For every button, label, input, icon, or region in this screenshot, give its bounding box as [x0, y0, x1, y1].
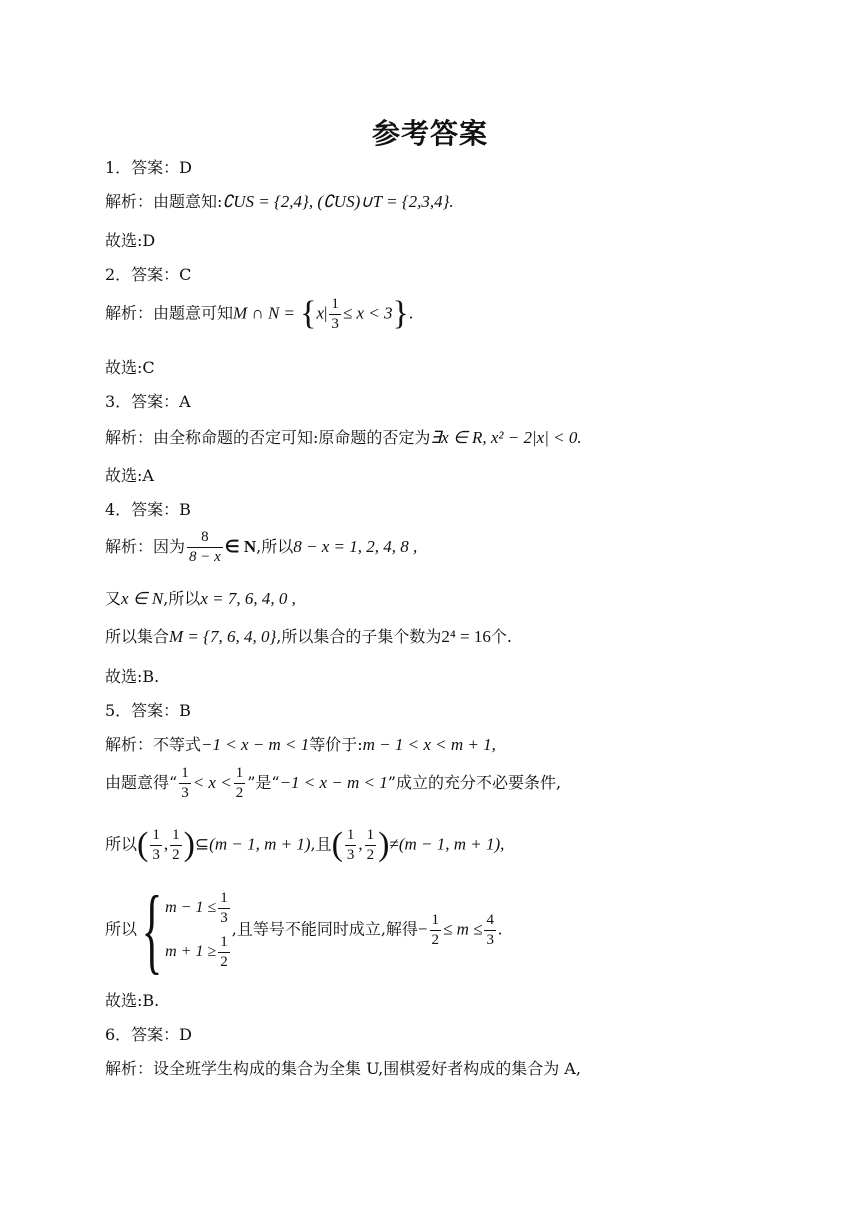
q2-fraction: $\frac{1}{3}$ — [331, 295, 339, 332]
q4-line3-text: ,所以集合的子集个数为 — [276, 627, 442, 646]
q1-analysis-text: 解析：由题意知: — [105, 192, 223, 211]
q6-answer: 6．答案：D — [105, 1025, 193, 1044]
q4-text-so: ,所以 — [256, 537, 294, 556]
q4-membership: ∈ N — [224, 537, 257, 556]
q5-analysis — [105, 734, 496, 756]
q2-expression-right: ≤ x < 3 — [342, 303, 393, 323]
q4-analysis-text: 解析：因为 — [105, 537, 186, 556]
q2-conclusion: 故选:C — [105, 358, 155, 377]
q3-analysis — [105, 427, 582, 449]
q1-answer: 1．答案：D — [105, 158, 193, 177]
q4-line3 — [105, 626, 512, 648]
q5-line3-interval-2: (m − 1, m + 1), — [398, 834, 505, 854]
q4-line2-expr2: x = 7, 6, 4, 0 , — [200, 589, 296, 608]
q5-line3-prefix: 所以 — [105, 834, 138, 854]
q2-answer: 2．答案：C — [105, 265, 192, 284]
q3-answer: 3．答案：A — [105, 392, 191, 411]
q5-line3-fraction-d: $\frac{1}{2}$ — [366, 826, 375, 863]
q5-line3: 所以( $\frac{1}{3}$ , $\frac{1}{2}$ )⊆(m − 1, m + 1),且( $\frac{1}{3}$ , $\frac{1}{2}$ )≠(m − 1, m + 1), — [105, 826, 505, 863]
q5-analysis-text: 解析：不等式 — [105, 735, 202, 754]
q5-answer: 5．答案：B — [105, 701, 191, 720]
q5-conclusion: 故选:B. — [105, 991, 160, 1010]
q5-line3-and: ,且 — [310, 834, 332, 854]
right-paren: ) — [183, 826, 195, 863]
q5-line2 — [105, 764, 561, 803]
q1-analysis — [105, 191, 454, 213]
inequality-system — [165, 886, 232, 974]
left-paren-2: ( — [331, 826, 343, 863]
q4-conclusion: 故选:B. — [105, 667, 160, 686]
q5-line3-interval: (m − 1, m + 1) — [209, 834, 311, 854]
system-row-1: m − 1 ≤ $\frac{1}{3}$ — [165, 889, 228, 926]
q5-line3-fraction-a: $\frac{1}{3}$ — [152, 826, 160, 863]
q5-line2-fraction-1: $\frac{1}{3}$ — [181, 765, 189, 801]
q5-line4-fraction-b: $\frac{4}{3}$ — [486, 911, 494, 948]
q5-text-equiv: 等价于: — [309, 735, 363, 754]
q5-line3-fraction-b: $\frac{1}{2}$ — [172, 826, 180, 863]
left-brace: { — [300, 295, 317, 332]
q4-values: 8 − x = 1, 2, 4, 8 , — [293, 537, 418, 556]
q2-expression-left: M ∩ N = — [233, 303, 296, 323]
q5-line4-prefix: 所以 — [105, 919, 138, 939]
q3-conclusion: 故选:A — [105, 466, 154, 485]
q4-line3-set: M = {7, 6, 4, 0} — [169, 627, 277, 646]
set-variable: x — [316, 303, 324, 323]
q5-inequality-2: m − 1 < x < m + 1, — [362, 735, 496, 754]
page-title: 参考答案 — [371, 117, 488, 150]
q4-analysis — [105, 528, 417, 567]
q5-line4-mid: ≤ m ≤ — [443, 919, 483, 939]
q1-expression: ∁US = {2,4}, (∁US)∪T = {2,3,4}. — [222, 192, 454, 211]
q3-expression: ∃x ∈ R, x² − 2|x| < 0. — [430, 428, 582, 447]
q1-conclusion: 故选:D — [105, 231, 156, 250]
left-paren: ( — [137, 826, 149, 863]
q4-answer: 4．答案：B — [105, 500, 191, 519]
q4-line2 — [105, 588, 296, 610]
q4-line3-suffix: 个. — [490, 627, 512, 646]
q5-line4: 所以{ m − 1 ≤ $\frac{1}{3}$ m + 1 ≥ $\frac{1}{2}$ ,且等号不能同时成立,解得− $\frac{1}{2}$ ≤ m ≤ $\frac{4}{3}$ . — [105, 876, 503, 983]
q5-line2-mid: < x < — [192, 773, 232, 792]
q4-fraction: $\frac{8}{8 - x}$ — [189, 529, 221, 565]
q4-line2-prefix: 又 — [105, 589, 122, 608]
q5-line4-text: ,且等号不能同时成立,解得 — [231, 919, 418, 939]
right-brace: } — [392, 295, 409, 332]
q5-line2-text: ”是“ — [247, 773, 280, 792]
system-brace: { — [141, 876, 163, 983]
system-row-2: m + 1 ≥ $\frac{1}{2}$ — [165, 933, 228, 970]
q5-line4-fraction-a: $\frac{1}{2}$ — [431, 911, 440, 948]
q5-inequality-1: −1 < x − m < 1 — [201, 735, 310, 754]
q5-line3-subset: ⊆ — [194, 834, 210, 854]
q2-analysis-text: 解析：由题意可知 — [105, 303, 234, 323]
q5-line2-suffix: ”成立的充分不必要条件, — [387, 773, 562, 792]
right-paren-2: ) — [378, 826, 390, 863]
q5-line3-neq: ≠ — [389, 834, 399, 854]
q4-line2-text: ,所以 — [163, 589, 201, 608]
q6-analysis: 解析：设全班学生构成的集合为全集 U,围棋爱好者构成的集合为 A, — [105, 1059, 581, 1078]
q2-analysis: 解析：由题意可知M ∩ N = {x| $\frac{1}{3}$ ≤ x < 3}. — [105, 295, 414, 332]
q4-line3-count: 2⁴ = 16 — [441, 627, 491, 646]
q5-line3-fraction-c: $\frac{1}{3}$ — [346, 826, 355, 863]
q5-line2-fraction-2: $\frac{1}{2}$ — [235, 765, 244, 801]
q5-line2-inequality: −1 < x − m < 1 — [279, 773, 388, 792]
q5-line2-prefix: 由题意得“ — [105, 773, 178, 792]
q4-line2-expr1: x ∈ N — [121, 589, 164, 608]
q3-analysis-text: 解析：由全称命题的否定可知:原命题的否定为 — [105, 428, 431, 447]
q4-line3-prefix: 所以集合 — [105, 627, 170, 646]
